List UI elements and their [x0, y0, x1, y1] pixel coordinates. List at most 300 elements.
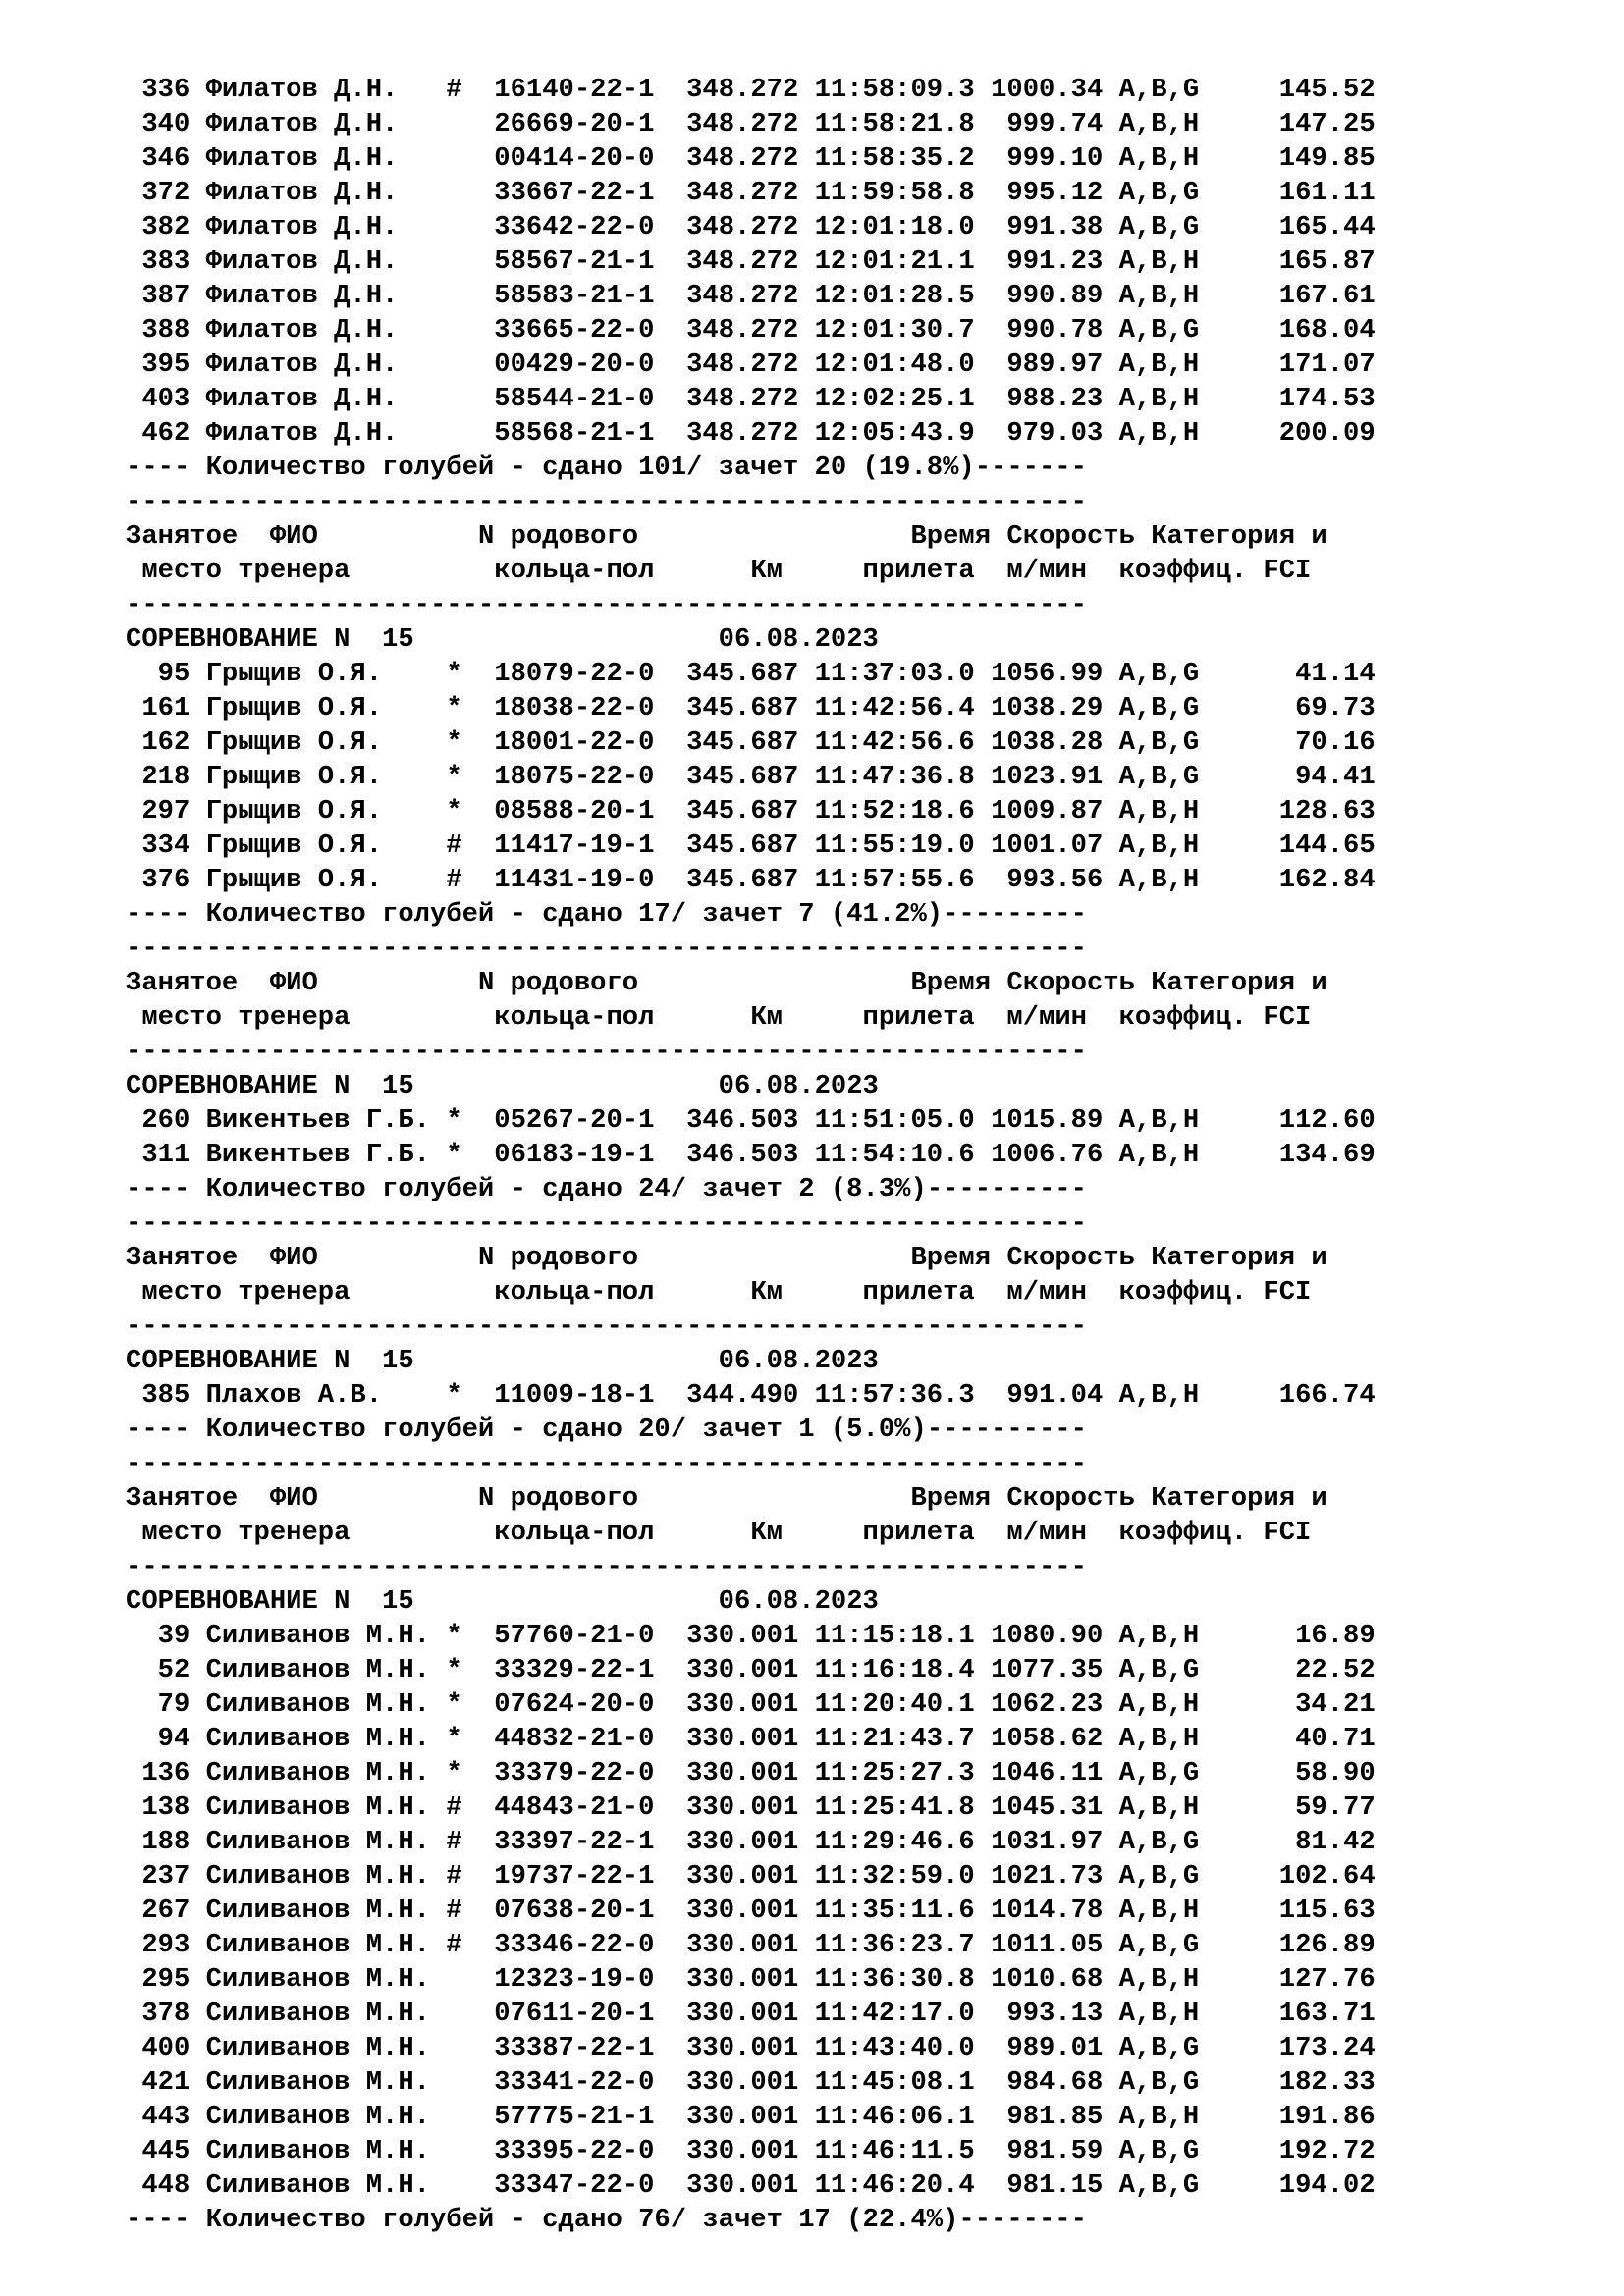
ring-number: 33347-22-0 [494, 2170, 687, 2201]
col-km: Км [750, 556, 863, 586]
trainer-name: Силиванов М.Н. [205, 2102, 447, 2132]
distance-km: 348.272 [686, 418, 815, 449]
mark: * [446, 727, 495, 758]
arrival-time: 12:02:25.1 [814, 384, 975, 414]
fci-coefficient: 200.09 [1199, 418, 1376, 449]
arrival-time: 11:36:23.7 [814, 1930, 975, 1960]
separator: ------------------------------------------------------------ [126, 1311, 1087, 1342]
col-name: тренера [238, 1277, 495, 1308]
category: A,B,G [1118, 1655, 1200, 1685]
fci-coefficient: 134.69 [1199, 1140, 1376, 1170]
summary-prefix: ---- [126, 1415, 206, 1445]
ring-number: 33379-22-0 [494, 1758, 687, 1789]
fci-coefficient: 59.77 [1199, 1792, 1376, 1823]
arrival-time: 11:35:11.6 [814, 1896, 975, 1926]
trainer-name: Силиванов М.Н. [205, 1724, 447, 1754]
category: A,B,G [1118, 1930, 1200, 1960]
col-name: ФИО [253, 1243, 478, 1273]
ring-number: 08588-20-1 [494, 796, 687, 827]
col-name: тренера [238, 556, 495, 586]
col-speed: Скорость [991, 1243, 1135, 1273]
speed: 989.01 [974, 2033, 1119, 2063]
trainer-name: Силиванов М.Н. [205, 1896, 447, 1926]
distance-km: 330.001 [686, 1689, 815, 1720]
category: A,B,H [1118, 796, 1200, 827]
mark: # [446, 1896, 495, 1926]
distance-km: 330.001 [686, 1964, 815, 1995]
ring-number: 07638-20-1 [494, 1896, 687, 1926]
col-km: Км [750, 1518, 863, 1548]
fci-coefficient: 58.90 [1199, 1758, 1376, 1789]
trainer-name: Грыщив О.Я. [205, 796, 447, 827]
trainer-name: Филатов Д.Н. [205, 246, 447, 277]
arrival-time: 11:42:56.4 [814, 693, 975, 723]
col-ring: N родового [477, 968, 783, 998]
category: A,B,G [1118, 659, 1200, 689]
col-name: ФИО [253, 521, 478, 552]
distance-km: 348.272 [686, 281, 815, 311]
distance-km: 348.272 [686, 384, 815, 414]
arrival-time: 11:52:18.6 [814, 796, 975, 827]
summary-line [126, 897, 1376, 932]
distance-km: 330.001 [686, 1827, 815, 1857]
header-row-1 [126, 519, 1376, 554]
speed: 984.68 [974, 2067, 1119, 2098]
competition-date: 06.08.2023 [718, 1071, 879, 1101]
distance-km: 345.687 [686, 830, 815, 861]
distance-km: 330.001 [686, 1621, 815, 1651]
col-place: Занятое [126, 1483, 254, 1514]
mark [446, 2136, 494, 2166]
distance-km: 348.272 [686, 315, 815, 346]
summary-suffix: --------- [943, 899, 1087, 930]
fci-coefficient: 149.85 [1199, 143, 1376, 174]
arrival-time: 11:46:06.1 [814, 2102, 975, 2132]
distance-km: 346.503 [686, 1140, 815, 1170]
summary-text: Количество голубей - сдано 17/ зачет 7 (41.2%) [205, 899, 944, 930]
ring-number: 11417-19-1 [494, 830, 687, 861]
fci-coefficient: 69.73 [1199, 693, 1376, 723]
result-row [126, 176, 1376, 210]
result-row [126, 2100, 1376, 2134]
result-row [126, 382, 1376, 416]
mark [446, 281, 494, 311]
distance-km: 330.001 [686, 1655, 815, 1685]
fci-coefficient: 16.89 [1199, 1621, 1376, 1651]
speed: 990.89 [974, 281, 1119, 311]
trainer-name: Силиванов М.Н. [205, 2033, 447, 2063]
fci-coefficient: 127.76 [1199, 1964, 1376, 1995]
summary-text: Количество голубей - сдано 24/ зачет 2 (8.3%) [205, 1174, 927, 1204]
summary-suffix: ---------- [926, 1174, 1087, 1204]
distance-km: 330.001 [686, 1930, 815, 1960]
ring-number: 57760-21-0 [494, 1621, 687, 1651]
competition-title: СОРЕВНОВАНИЕ N 15 [126, 624, 719, 655]
fci-coefficient: 128.63 [1199, 796, 1376, 827]
col-speed: м/мин [1006, 556, 1119, 586]
place: 334 [126, 830, 206, 861]
fci-coefficient: 162.84 [1199, 865, 1376, 895]
col-place: место [126, 1277, 239, 1308]
distance-km: 330.001 [686, 2033, 815, 2063]
category: A,B,G [1118, 2136, 1200, 2166]
mark [446, 2067, 494, 2098]
fci-coefficient: 70.16 [1199, 727, 1376, 758]
place: 382 [126, 212, 206, 242]
speed: 991.23 [974, 246, 1119, 277]
arrival-time: 11:32:59.0 [814, 1861, 975, 1892]
col-name: тренера [238, 1518, 495, 1548]
fci-coefficient: 173.24 [1199, 2033, 1376, 2063]
ring-number: 58544-21-0 [494, 384, 687, 414]
summary-prefix: ---- [126, 453, 206, 483]
mark: * [446, 1689, 495, 1720]
header-row-1 [126, 1241, 1376, 1275]
ring-number: 00429-20-0 [494, 349, 687, 380]
trainer-name: Викентьев Г.Б. [205, 1105, 447, 1136]
category: A,B,H [1118, 143, 1200, 174]
category: A,B,G [1118, 2170, 1200, 2201]
place: 346 [126, 143, 206, 174]
mark [446, 418, 494, 449]
arrival-time: 11:58:21.8 [814, 109, 975, 139]
arrival-time: 11:42:56.6 [814, 727, 975, 758]
category: A,B,G [1118, 75, 1200, 105]
trainer-name: Филатов Д.Н. [205, 418, 447, 449]
separator: ------------------------------------------------------------ [126, 934, 1087, 964]
summary-suffix: ------- [974, 453, 1087, 483]
ring-number: 18001-22-0 [494, 727, 687, 758]
trainer-name: Силиванов М.Н. [205, 2170, 447, 2201]
col-category: Категория и [1134, 1243, 1327, 1273]
category: A,B,H [1118, 281, 1200, 311]
category: A,B,H [1118, 1105, 1200, 1136]
mark: * [446, 1105, 495, 1136]
speed: 981.85 [974, 2102, 1119, 2132]
arrival-time: 11:54:10.6 [814, 1140, 975, 1170]
speed: 991.04 [974, 1380, 1119, 1411]
trainer-name: Силиванов М.Н. [205, 1964, 447, 1995]
result-row [126, 141, 1376, 176]
arrival-time: 11:47:36.8 [814, 762, 975, 792]
distance-km: 330.001 [686, 2170, 815, 2201]
fci-coefficient: 22.52 [1199, 1655, 1376, 1685]
col-time: Время [782, 1483, 992, 1514]
place: 260 [126, 1105, 206, 1136]
arrival-time: 11:21:43.7 [814, 1724, 975, 1754]
speed: 1001.07 [974, 830, 1119, 861]
trainer-name: Силиванов М.Н. [205, 1861, 447, 1892]
fci-coefficient: 171.07 [1199, 349, 1376, 380]
place: 94 [126, 1724, 206, 1754]
competition-line [126, 1584, 1376, 1619]
result-row [126, 1859, 1376, 1894]
place: 161 [126, 693, 206, 723]
arrival-time: 12:01:30.7 [814, 315, 975, 346]
col-time: Время [782, 968, 992, 998]
summary-line [126, 451, 1376, 485]
fci-coefficient: 112.60 [1199, 1105, 1376, 1136]
result-row [126, 1790, 1376, 1825]
ring-number: 33642-22-0 [494, 212, 687, 242]
trainer-name: Силиванов М.Н. [205, 1999, 447, 2029]
competition-line [126, 1344, 1376, 1378]
col-category: коэффиц. FCI [1118, 1277, 1312, 1308]
place: 376 [126, 865, 206, 895]
speed: 1015.89 [974, 1105, 1119, 1136]
mark [446, 315, 494, 346]
category: A,B,G [1118, 2067, 1200, 2098]
col-ring: N родового [477, 1243, 783, 1273]
category: A,B,H [1118, 246, 1200, 277]
result-row [126, 1722, 1376, 1756]
mark [446, 2033, 494, 2063]
col-km: Км [750, 1002, 863, 1033]
header-row-1 [126, 1481, 1376, 1516]
result-row [126, 863, 1376, 897]
mark [446, 143, 494, 174]
distance-km: 330.001 [686, 1792, 815, 1823]
distance-km: 348.272 [686, 109, 815, 139]
col-time: Время [782, 521, 992, 552]
col-speed: Скорость [991, 521, 1135, 552]
summary-prefix: ---- [126, 2205, 206, 2235]
trainer-name: Филатов Д.Н. [205, 349, 447, 380]
fci-coefficient: 192.72 [1199, 2136, 1376, 2166]
fci-coefficient: 144.65 [1199, 830, 1376, 861]
speed: 979.03 [974, 418, 1119, 449]
mark: * [446, 762, 495, 792]
distance-km: 345.687 [686, 762, 815, 792]
separator: ------------------------------------------------------------ [126, 1449, 1087, 1479]
place: 395 [126, 349, 206, 380]
mark: * [446, 1380, 495, 1411]
fci-coefficient: 94.41 [1199, 762, 1376, 792]
speed: 1077.35 [974, 1655, 1119, 1685]
ring-number: 06183-19-1 [494, 1140, 687, 1170]
place: 403 [126, 384, 206, 414]
ring-number: 33341-22-0 [494, 2067, 687, 2098]
speed: 1038.29 [974, 693, 1119, 723]
ring-number: 18075-22-0 [494, 762, 687, 792]
category: A,B,H [1118, 1380, 1200, 1411]
ring-number: 18079-22-0 [494, 659, 687, 689]
mark: # [446, 1792, 495, 1823]
fci-coefficient: 191.86 [1199, 2102, 1376, 2132]
speed: 1038.28 [974, 727, 1119, 758]
result-row [126, 1378, 1376, 1413]
mark: * [446, 1758, 495, 1789]
ring-number: 11009-18-1 [494, 1380, 687, 1411]
trainer-name: Силиванов М.Н. [205, 1758, 447, 1789]
fci-coefficient: 102.64 [1199, 1861, 1376, 1892]
arrival-time: 11:20:40.1 [814, 1689, 975, 1720]
category: A,B,G [1118, 693, 1200, 723]
speed: 1056.99 [974, 659, 1119, 689]
mark: * [446, 1621, 495, 1651]
place: 443 [126, 2102, 206, 2132]
arrival-time: 11:51:05.0 [814, 1105, 975, 1136]
mark [446, 2102, 494, 2132]
distance-km: 330.001 [686, 1896, 815, 1926]
mark: # [446, 830, 495, 861]
result-row [126, 1962, 1376, 1997]
summary-prefix: ---- [126, 899, 206, 930]
category: A,B,H [1118, 1792, 1200, 1823]
place: 421 [126, 2067, 206, 2098]
arrival-time: 11:42:17.0 [814, 1999, 975, 2029]
col-time: Время [782, 1243, 992, 1273]
result-row [126, 2031, 1376, 2065]
separator: ------------------------------------------------------------ [126, 1037, 1087, 1067]
distance-km: 330.001 [686, 1861, 815, 1892]
col-ring: кольца-пол [494, 1518, 751, 1548]
trainer-name: Филатов Д.Н. [205, 143, 447, 174]
category: A,B,H [1118, 830, 1200, 861]
mark [446, 349, 494, 380]
summary-text: Количество голубей - сдано 20/ зачет 1 (5.0%) [205, 1415, 927, 1445]
place: 448 [126, 2170, 206, 2201]
fci-coefficient: 126.89 [1199, 1930, 1376, 1960]
distance-km: 348.272 [686, 246, 815, 277]
header-row-1 [126, 966, 1376, 1000]
arrival-time: 11:59:58.8 [814, 178, 975, 208]
trainer-name: Силиванов М.Н. [205, 2067, 447, 2098]
result-row [126, 1997, 1376, 2031]
col-time: прилета [862, 556, 1007, 586]
distance-km: 330.001 [686, 2102, 815, 2132]
result-row [126, 1619, 1376, 1653]
col-ring: кольца-пол [494, 556, 751, 586]
distance-km: 330.001 [686, 1724, 815, 1754]
result-row [126, 691, 1376, 725]
col-place: Занятое [126, 968, 254, 998]
speed: 1031.97 [974, 1827, 1119, 1857]
mark [446, 246, 494, 277]
speed: 991.38 [974, 212, 1119, 242]
place: 400 [126, 2033, 206, 2063]
arrival-time: 11:25:27.3 [814, 1758, 975, 1789]
fci-coefficient: 34.21 [1199, 1689, 1376, 1720]
trainer-name: Филатов Д.Н. [205, 281, 447, 311]
result-row [126, 2065, 1376, 2100]
speed: 1011.05 [974, 1930, 1119, 1960]
speed: 1009.87 [974, 796, 1119, 827]
col-place: место [126, 1002, 239, 1033]
ring-number: 33387-22-1 [494, 2033, 687, 2063]
col-place: Занятое [126, 521, 254, 552]
mark: * [446, 1655, 495, 1685]
mark: * [446, 1140, 495, 1170]
category: A,B,H [1118, 1999, 1200, 2029]
ring-number: 07624-20-0 [494, 1689, 687, 1720]
result-row [126, 107, 1376, 141]
place: 295 [126, 1964, 206, 1995]
arrival-time: 11:36:30.8 [814, 1964, 975, 1995]
fci-coefficient: 41.14 [1199, 659, 1376, 689]
col-name: тренера [238, 1002, 495, 1033]
result-row [126, 244, 1376, 279]
trainer-name: Силиванов М.Н. [205, 1930, 447, 1960]
result-row [126, 794, 1376, 828]
speed: 1014.78 [974, 1896, 1119, 1926]
place: 293 [126, 1930, 206, 1960]
ring-number: 57775-21-1 [494, 2102, 687, 2132]
arrival-time: 11:58:35.2 [814, 143, 975, 174]
col-name: ФИО [253, 968, 478, 998]
result-row [126, 1756, 1376, 1790]
speed: 999.74 [974, 109, 1119, 139]
speed: 990.78 [974, 315, 1119, 346]
arrival-time: 12:01:18.0 [814, 212, 975, 242]
col-category: Категория и [1134, 521, 1327, 552]
place: 340 [126, 109, 206, 139]
distance-km: 348.272 [686, 212, 815, 242]
mark [446, 178, 494, 208]
distance-km: 330.001 [686, 1999, 815, 2029]
trainer-name: Грыщив О.Я. [205, 727, 447, 758]
speed: 1045.31 [974, 1792, 1119, 1823]
arrival-time: 11:58:09.3 [814, 75, 975, 105]
fci-coefficient: 147.25 [1199, 109, 1376, 139]
place: 162 [126, 727, 206, 758]
place: 95 [126, 659, 206, 689]
ring-number: 33397-22-1 [494, 1827, 687, 1857]
fci-coefficient: 167.61 [1199, 281, 1376, 311]
arrival-time: 11:46:11.5 [814, 2136, 975, 2166]
arrival-time: 11:37:03.0 [814, 659, 975, 689]
summary-line [126, 1413, 1376, 1447]
mark: # [446, 75, 495, 105]
competition-date: 06.08.2023 [718, 1346, 879, 1376]
arrival-time: 11:15:18.1 [814, 1621, 975, 1651]
fci-coefficient: 163.71 [1199, 1999, 1376, 2029]
speed: 981.59 [974, 2136, 1119, 2166]
trainer-name: Грыщив О.Я. [205, 762, 447, 792]
result-row [126, 1138, 1376, 1172]
ring-number: 44843-21-0 [494, 1792, 687, 1823]
speed: 1010.68 [974, 1964, 1119, 1995]
mark [446, 212, 494, 242]
arrival-time: 11:46:20.4 [814, 2170, 975, 2201]
category: A,B,G [1118, 727, 1200, 758]
competition-title: СОРЕВНОВАНИЕ N 15 [126, 1346, 719, 1376]
col-km: Км [750, 1277, 863, 1308]
trainer-name: Филатов Д.Н. [205, 178, 447, 208]
fci-coefficient: 161.11 [1199, 178, 1376, 208]
category: A,B,H [1118, 384, 1200, 414]
ring-number: 26669-20-1 [494, 109, 687, 139]
competition-title: СОРЕВНОВАНИЕ N 15 [126, 1071, 719, 1101]
speed: 993.13 [974, 1999, 1119, 2029]
category: A,B,H [1118, 1689, 1200, 1720]
ring-number: 18038-22-0 [494, 693, 687, 723]
distance-km: 330.001 [686, 1758, 815, 1789]
ring-number: 33395-22-0 [494, 2136, 687, 2166]
speed: 1062.23 [974, 1689, 1119, 1720]
speed: 999.10 [974, 143, 1119, 174]
summary-text: Количество голубей - сдано 76/ зачет 17 (22.4%) [205, 2205, 959, 2235]
ring-number: 33346-22-0 [494, 1930, 687, 1960]
ring-number: 19737-22-1 [494, 1861, 687, 1892]
ring-number: 16140-22-1 [494, 75, 687, 105]
category: A,B,G [1118, 1827, 1200, 1857]
result-row [126, 1928, 1376, 1962]
col-category: коэффиц. FCI [1118, 556, 1312, 586]
fci-coefficient: 165.44 [1199, 212, 1376, 242]
distance-km: 346.503 [686, 1105, 815, 1136]
ring-number: 58568-21-1 [494, 418, 687, 449]
